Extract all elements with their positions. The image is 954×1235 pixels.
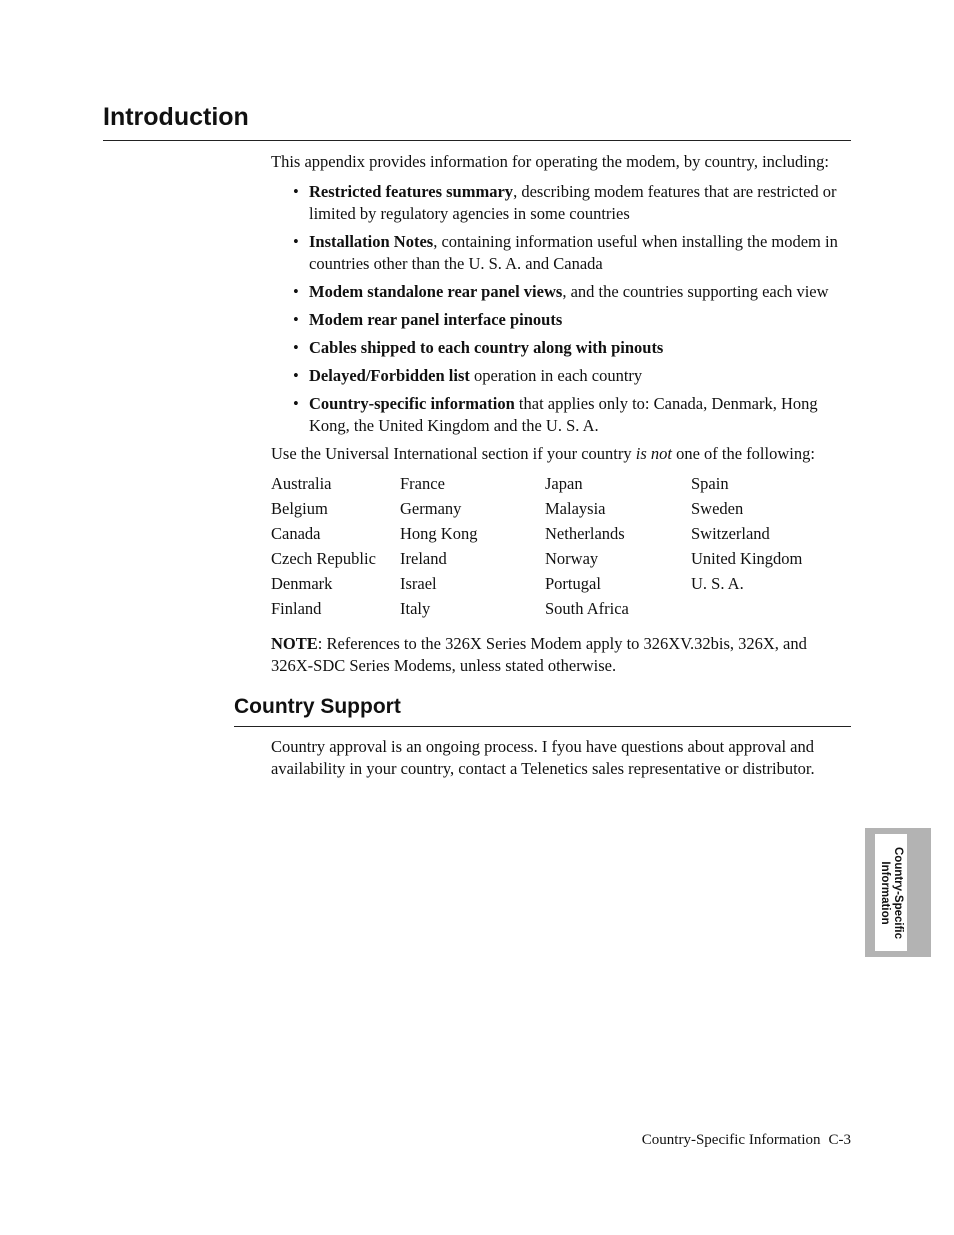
bullet-icon: • xyxy=(293,310,299,329)
feature-list xyxy=(293,181,853,443)
country-cell: Canada xyxy=(271,524,321,543)
country-cell: Japan xyxy=(545,474,583,493)
list-item-title: Delayed/Forbidden list xyxy=(309,366,470,385)
title-rule xyxy=(103,140,851,141)
universal-note xyxy=(271,443,853,465)
page-footer xyxy=(642,1132,851,1149)
list-item xyxy=(293,231,853,275)
footer-title: Country-Specific Information xyxy=(641,1132,821,1148)
country-cell: Sweden xyxy=(691,499,744,518)
country-cell: Netherlands xyxy=(545,524,625,543)
bullet-icon: • xyxy=(293,232,299,251)
bullet-icon: • xyxy=(293,282,299,301)
thumb-tab-label xyxy=(878,834,904,951)
page-title: Introduction xyxy=(103,103,249,131)
list-item xyxy=(293,393,853,437)
list-item-text: , containing information useful when installing the modem in countries other than the U. S. A. and Canada xyxy=(309,232,838,273)
country-cell: Israel xyxy=(400,574,437,593)
section-rule xyxy=(234,726,851,727)
table-row xyxy=(271,599,851,624)
country-cell: Portugal xyxy=(545,574,601,593)
country-cell: Switzerland xyxy=(691,524,770,543)
list-item-title: Restricted features summary xyxy=(309,182,514,201)
section-heading: Country Support xyxy=(234,695,401,718)
country-cell: Malaysia xyxy=(545,499,606,518)
country-cell: Italy xyxy=(400,599,431,618)
note-label: NOTE xyxy=(271,634,318,653)
list-item-text: that applies only to: Canada, Denmark, Hong Kong, the United Kingdom and the U. S. A. xyxy=(309,394,818,435)
country-cell: United Kingdom xyxy=(691,549,803,568)
list-item-text: , describing modem features that are restricted or limited by regulatory agencies in some countries xyxy=(309,182,837,223)
page-number: C-3 xyxy=(828,1132,851,1148)
list-item xyxy=(293,365,853,387)
support-paragraph: Country approval is an ongoing process. I fyou have questions about approval and availability in your country, contact a Telenetics sales representative or distributor. xyxy=(271,737,815,778)
country-cell: Ireland xyxy=(400,549,447,568)
country-cell: Australia xyxy=(271,474,332,493)
bullet-icon: • xyxy=(293,366,299,385)
country-cell: Norway xyxy=(545,549,599,568)
country-cell: Czech Republic xyxy=(271,549,376,568)
list-item-text: , and the countries supporting each view xyxy=(562,282,829,301)
list-item-title: Cables shipped to each country along with pinouts xyxy=(309,338,664,357)
country-cell: France xyxy=(400,474,445,493)
note-paragraph xyxy=(271,633,853,677)
list-item-text: operation in each country xyxy=(469,366,643,385)
country-cell: Denmark xyxy=(271,574,333,593)
bullet-icon: • xyxy=(293,182,299,201)
country-cell: Hong Kong xyxy=(400,524,478,543)
table-row xyxy=(271,474,851,499)
country-cell: Belgium xyxy=(271,499,328,518)
table-row xyxy=(271,549,851,574)
thumb-tab-line2: Information xyxy=(879,860,891,925)
list-item-title: Modem rear panel interface pinouts xyxy=(309,310,563,329)
bullet-icon: • xyxy=(293,338,299,357)
list-item-title: Installation Notes xyxy=(309,232,434,251)
list-item xyxy=(293,181,853,225)
list-item xyxy=(293,309,853,331)
table-row xyxy=(271,499,851,524)
country-cell: Germany xyxy=(400,499,462,518)
intro-paragraph: This appendix provides information for operating the modem, by country, including: xyxy=(271,152,829,171)
thumb-tab-label-box xyxy=(875,834,907,951)
list-item xyxy=(293,337,853,359)
note-text: : References to the 326X Series Modem apply to 326XV.32bis, 326X, and 326X-SDC Series Modems, unless stated otherwise. xyxy=(271,634,807,675)
list-item-title: Modem standalone rear panel views xyxy=(309,282,563,301)
list-item-title: Country-specific information xyxy=(309,394,515,413)
list-item xyxy=(293,281,853,303)
universal-note-before: Use the Universal International section if your country xyxy=(271,444,636,463)
country-cell: Finland xyxy=(271,599,322,618)
universal-note-emphasis: is not xyxy=(635,444,672,463)
thumb-tab-line1: Country-Specific xyxy=(892,846,904,939)
bullet-icon: • xyxy=(293,394,299,413)
table-row xyxy=(271,524,851,549)
country-cell: South Africa xyxy=(545,599,629,618)
universal-note-after: one of the following: xyxy=(671,444,815,463)
country-cell: U. S. A. xyxy=(691,574,744,593)
country-table xyxy=(271,474,851,624)
country-cell: Spain xyxy=(691,474,729,493)
section-thumb-tab xyxy=(865,828,931,957)
table-row xyxy=(271,574,851,599)
